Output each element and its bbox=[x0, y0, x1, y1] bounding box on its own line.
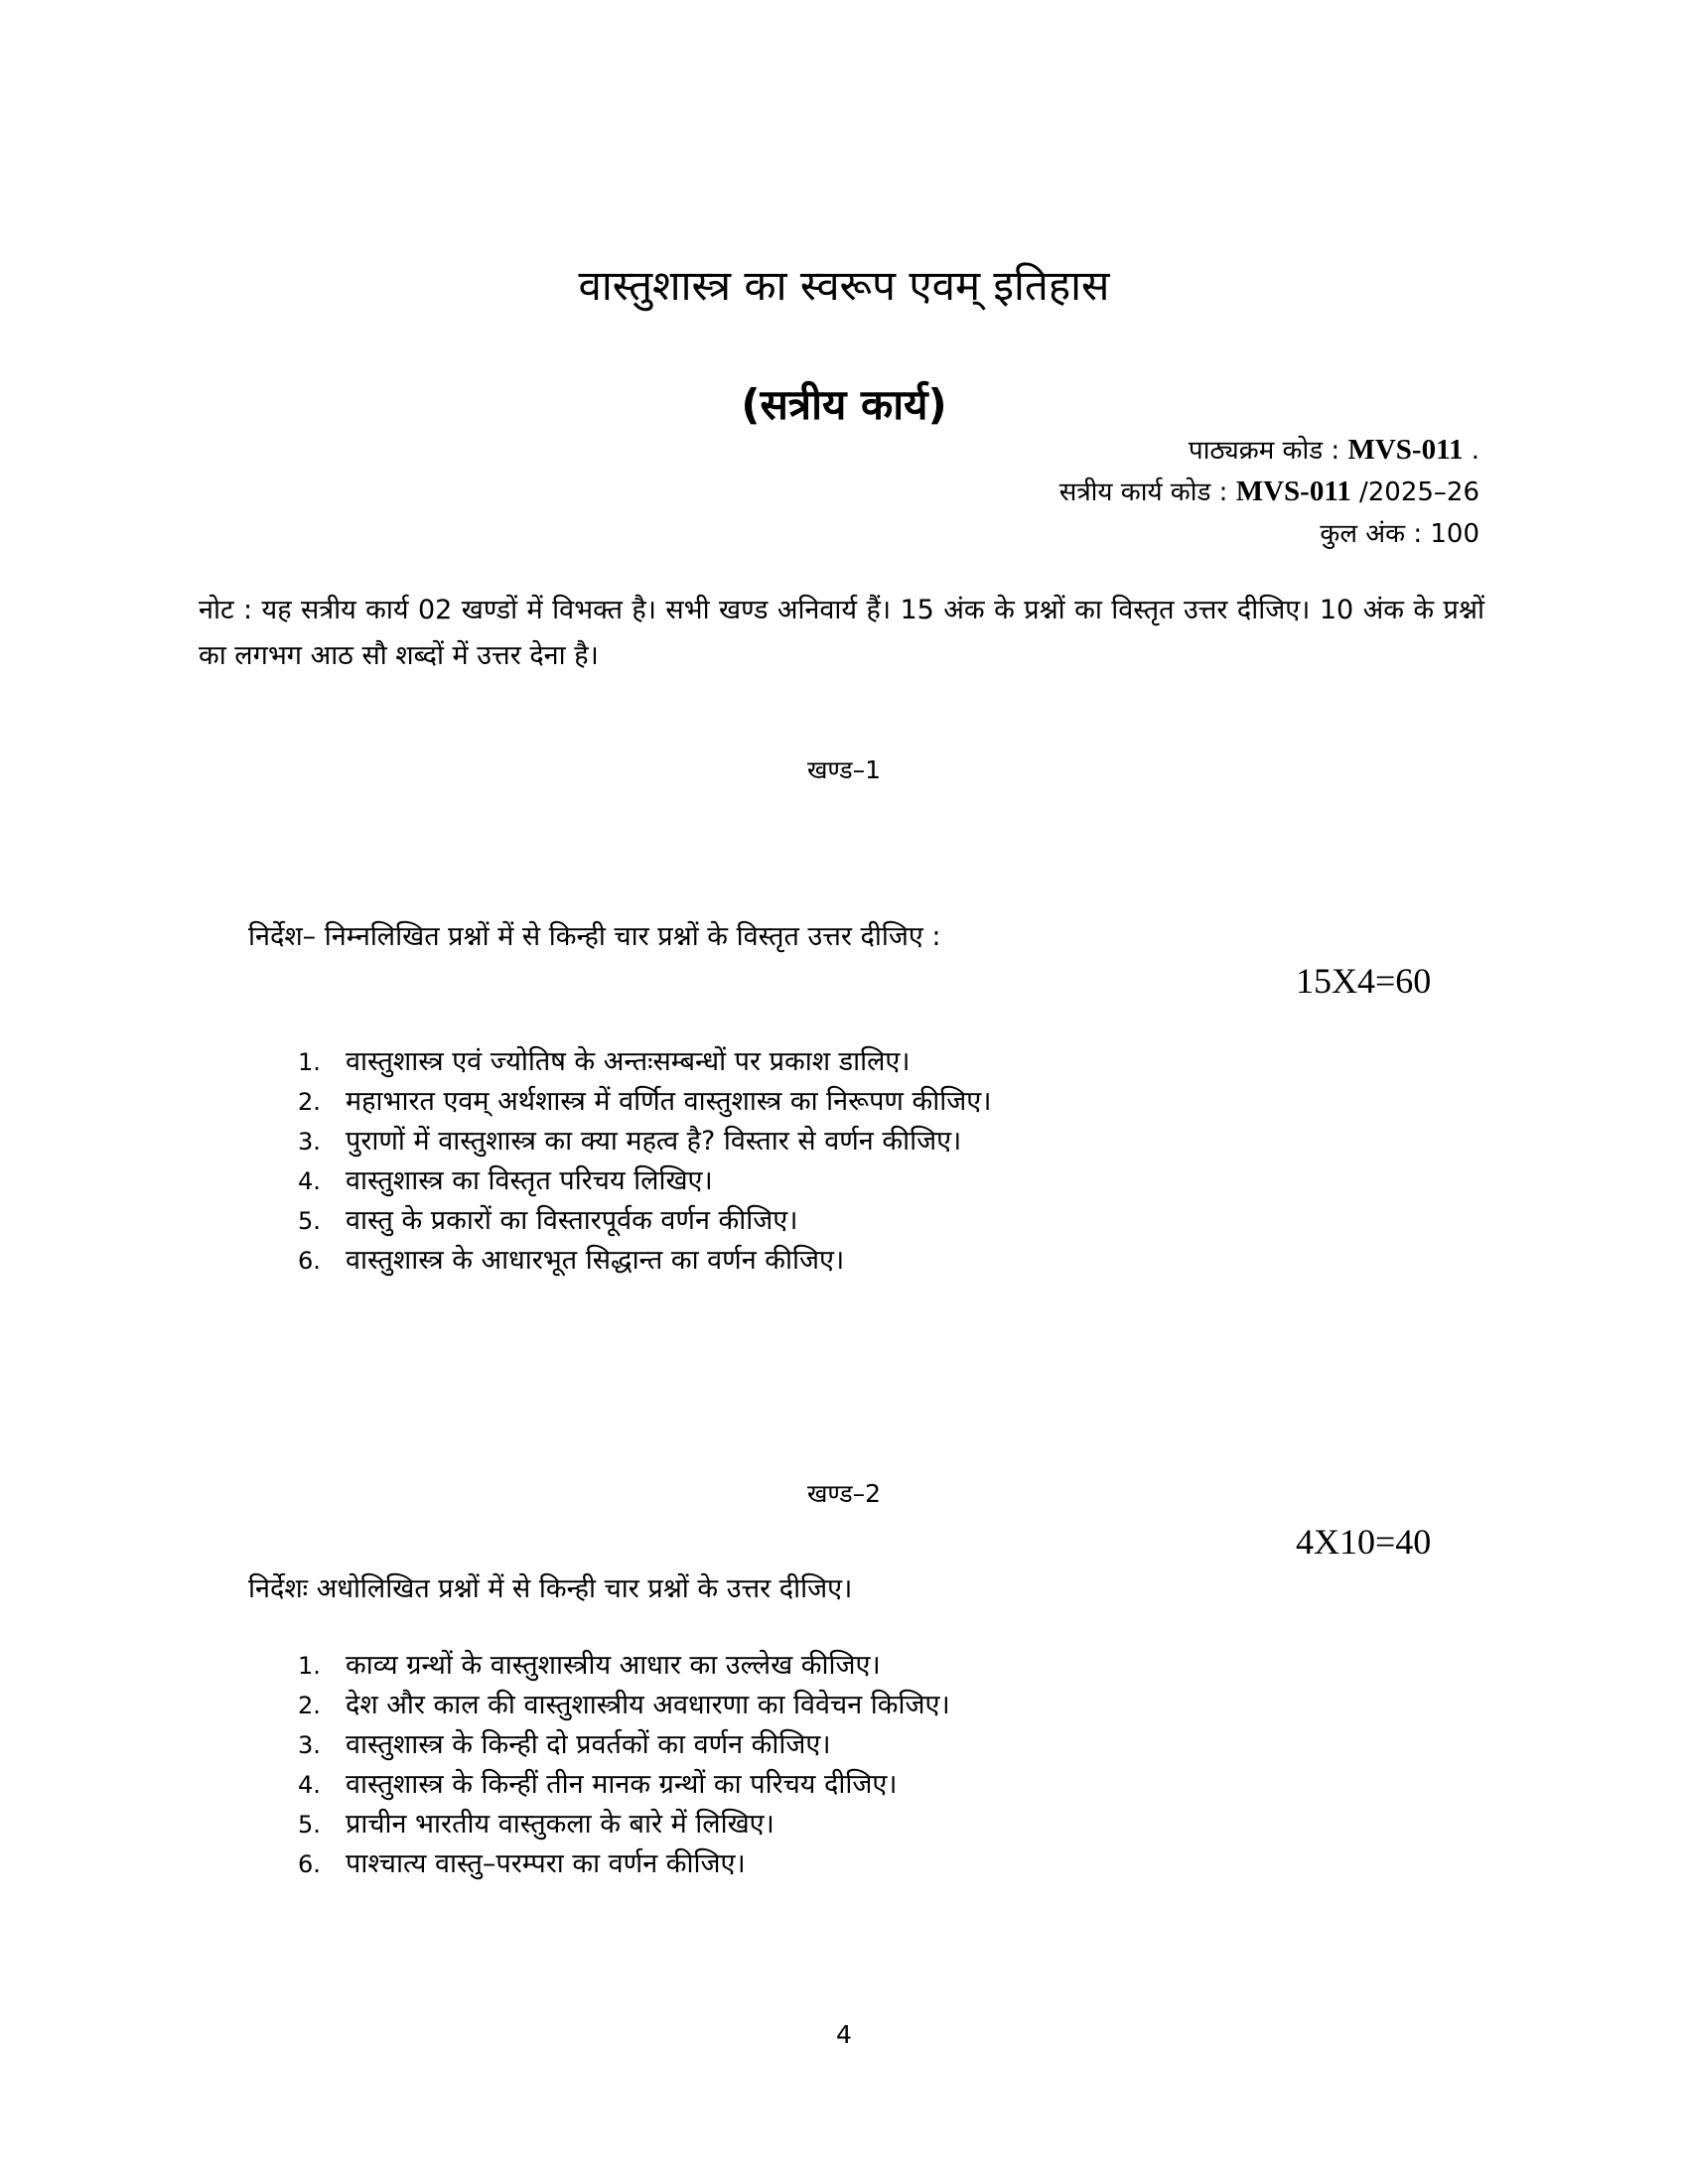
page-number: 4 bbox=[836, 2020, 852, 2049]
course-code-value: MVS-011 bbox=[1347, 434, 1464, 466]
course-code-suffix: . bbox=[1471, 436, 1479, 466]
document-title: वास्तुशास्त्र का स्वरूप एवम् इतिहास bbox=[578, 261, 1110, 310]
question-item: 2. महाभारत एवम् अर्थशास्त्र में वर्णित वास्तुशास्त्र का निरूपण कीजिए। bbox=[298, 1086, 992, 1117]
section-1-marks: 15X4=60 bbox=[1296, 961, 1432, 1001]
section-2-heading: खण्ड–2 bbox=[806, 1479, 882, 1508]
section-1-question-list bbox=[298, 1042, 991, 1281]
question-item: 5. प्राचीन भारतीय वास्तुकला के बारे में लिखिए। bbox=[298, 1809, 774, 1840]
course-code-line bbox=[1189, 431, 1479, 467]
question-item: 4. वास्तुशास्त्र का विस्तृत परिचय लिखिए। bbox=[298, 1165, 713, 1196]
assignment-code-suffix: /2025–26 bbox=[1358, 478, 1479, 507]
section-2-question-list bbox=[298, 1646, 950, 1884]
question-item: 6. पाश्चात्य वास्तु–परम्परा का वर्णन कीजिए। bbox=[298, 1848, 746, 1879]
document-subtitle: (सत्रीय कार्य) bbox=[741, 380, 947, 429]
assignment-code-value: MVS-011 bbox=[1235, 476, 1351, 507]
question-item: 5. वास्तु के प्रकारों का विस्तारपूर्वक वर्णन कीजिए। bbox=[298, 1205, 798, 1236]
total-marks-label: कुल अंक : bbox=[1320, 519, 1423, 549]
question-item: 3. पुराणों में वास्तुशास्त्र का क्या महत्व है? विस्तार से वर्णन कीजिए। bbox=[298, 1126, 962, 1157]
assignment-code-label: सत्रीय कार्य कोड : bbox=[1058, 478, 1228, 507]
assignment-note: नोट : यह सत्रीय कार्य 02 खण्डों में विभक्त है। सभी खण्ड अनिवार्य हैं। 15 अंक के प्रश्नों का विस्तृत उत्तर दीजिए। 10 अंक के प्रश्नों का लगभग आठ सौ शब्दों में उत्तर देना है। bbox=[199, 595, 1484, 671]
question-item: 2. देश और काल की वास्तुशास्त्रीय अवधारणा का विवेचन किजिए। bbox=[298, 1690, 950, 1720]
section-2-instruction: निर्देशः अधोलिखित प्रश्नों में से किन्ही चार प्रश्नों के उत्तर दीजिए। bbox=[248, 1573, 853, 1604]
question-item: 1. वास्तुशास्त्र एवं ज्योतिष के अन्तःसम्बन्धों पर प्रकाश डालिए। bbox=[298, 1046, 911, 1077]
course-code-label: पाठ्यक्रम कोड : bbox=[1188, 436, 1340, 466]
assignment-code-line bbox=[1059, 473, 1479, 508]
section-2-marks: 4X10=40 bbox=[1296, 1522, 1432, 1562]
question-item: 6. वास्तुशास्त्र के आधारभूत सिद्धान्त का वर्णन कीजिए। bbox=[298, 1245, 845, 1276]
section-1-heading: खण्ड–1 bbox=[806, 755, 882, 784]
total-marks-value: 100 bbox=[1430, 519, 1479, 549]
question-item: 4. वास्तुशास्त्र के किन्हीं तीन मानक ग्रन्थों का परिचय दीजिए। bbox=[298, 1769, 898, 1800]
question-item: 1. काव्य ग्रन्थों के वास्तुशास्त्रीय आधार का उल्लेख कीजिए। bbox=[298, 1650, 881, 1681]
total-marks-line bbox=[1320, 514, 1479, 550]
section-1-instruction: निर्देश– निम्नलिखित प्रश्नों में से किन्ही चार प्रश्नों के विस्तृत उत्तर दीजिए : bbox=[248, 921, 941, 952]
question-item: 3. वास्तुशास्त्र के किन्ही दो प्रवर्तकों का वर्णन कीजिए। bbox=[298, 1729, 831, 1760]
